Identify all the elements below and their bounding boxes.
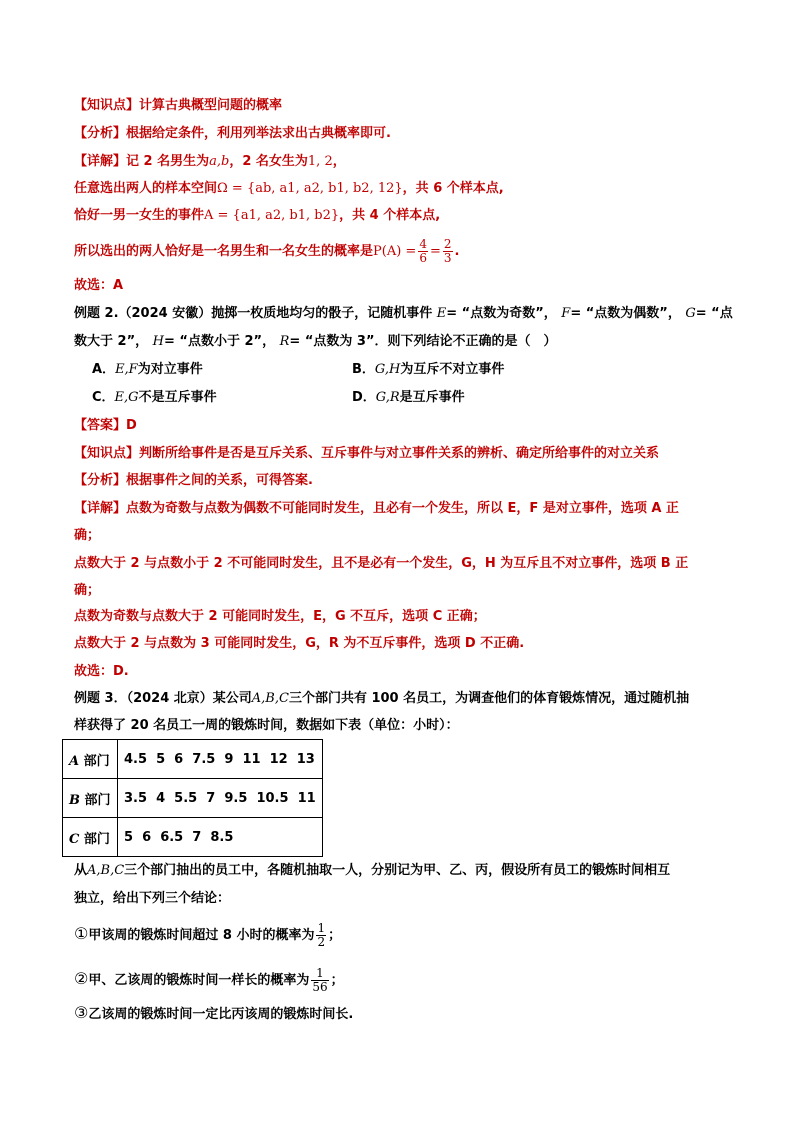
circled-two-marker: ② (74, 969, 89, 988)
conclusion-text: 乙该周的锻炼时间一定比丙该周的锻炼时间长. (88, 1007, 354, 1022)
table-row (63, 818, 323, 857)
circled-one-marker: ① (74, 924, 89, 943)
table-row (63, 740, 323, 779)
department-suffix: 部门 (79, 753, 110, 769)
conclusion-3 (74, 1004, 353, 1024)
fraction: $\frac{1}{56}$ (312, 966, 328, 994)
detail-2-line-d: 确； (74, 583, 101, 598)
conclusion-text: 甲、乙该周的锻炼时间一样长的概率为 (88, 973, 310, 988)
analysis-2: 【分析】根据事件之间的关系，可得答案. (74, 473, 313, 488)
detail-1-line-a (74, 153, 346, 171)
choose-1: 故选：A (74, 278, 124, 293)
conclusion-text: 甲该周的锻炼时间超过 8 小时的概率为 (88, 928, 315, 943)
option-c: C．E,G不是互斥事件 (92, 390, 217, 405)
detail-2-line-a: 【详解】点数为奇数与点数为偶数不可能同时发生，且必有一个发生，所以 E，F 是对立事件，选项 A 正 (74, 501, 679, 516)
question-text: 例题 2.（2024 安徽）抛掷一枚质地均匀的骰子，记随机事件 (74, 306, 437, 321)
detail-text: ，2 名女生为 (229, 154, 308, 169)
knowledge-point-2: 【知识点】判断所给事件是否是互斥关系、互斥事件与对立事件关系的辨析、确定所给事件的对立关系 (74, 446, 660, 461)
detail-2-line-f: 点数大于 2 与点数为 3 可能同时发生，G，R 为不互斥事件，选项 D 不正确. (74, 636, 525, 651)
analysis-1: 【分析】根据给定条件，利用列举法求出古典概率即可. (74, 126, 391, 141)
detail-text: . (454, 244, 460, 259)
question-text: = “点数为奇数”， (446, 306, 562, 321)
question-text: 数大于 2”， (74, 334, 153, 349)
detail-text: ， (332, 154, 346, 169)
option-a: A．E,F为对立事件 (92, 362, 203, 377)
detail-1-line-d (74, 238, 459, 265)
example-3-line-b: 样获得了 20 名员工一周的锻炼时间，数据如下表（单位：小时）： (74, 718, 459, 733)
conclusion-2: ②甲、乙该周的锻炼时间一样长的概率为 $\frac{1}{56}$ ； (74, 966, 344, 994)
department-letter: C (69, 831, 80, 847)
example-3-line-a (74, 690, 689, 708)
question-text: 三个部门共有 100 名员工，为调查他们的体育锻炼情况，通过随机抽 (288, 691, 690, 706)
department-letter: A (69, 753, 80, 769)
question-text: 三个部门抽出的员工中，各随机抽取一人，分别记为甲、乙、丙，假设所有员工的锻炼时间相互 (124, 863, 671, 878)
table-row (63, 779, 323, 818)
question-text: = “点数为 3”．则下列结论不正确的是（ ） (289, 334, 557, 349)
detail-text: ，共 4 个样本点, (339, 208, 441, 223)
detail-text: 所以选出的两人恰好是一名男生和一名女生的概率是 (74, 244, 374, 259)
circled-three-marker: ③ (74, 1003, 89, 1022)
math-expression: A = {a1, a2, b1, b2} (204, 208, 340, 223)
question-text: 例题 3．（2024 北京）某公司 (74, 691, 252, 706)
department-letter: B (69, 792, 80, 808)
math-expression: A,B,C (87, 863, 125, 878)
department-suffix: 部门 (80, 792, 111, 808)
detail-2-line-c: 点数大于 2 与点数小于 2 不可能同时发生，且不是必有一个发生，G，H 为互斥且不对立事件，选项 B 正 (74, 556, 689, 571)
math-expression: G (685, 306, 696, 321)
after-table-line-a (74, 862, 670, 880)
choose-2: 故选：D. (74, 664, 129, 679)
equals-sign: = (429, 244, 441, 259)
question-text: = “点 (695, 306, 733, 321)
department-label (63, 779, 118, 818)
detail-2-line-b: 确； (74, 528, 101, 543)
detail-1-line-b (74, 180, 504, 198)
detail-text: 任意选出两人的样本空间 (74, 181, 218, 196)
math-expression: R (279, 334, 290, 349)
detail-2-line-e: 点数为奇数与点数大于 2 可能同时发生，E，G 不互斥，选项 C 正确； (74, 609, 486, 624)
example-2-line-b (74, 333, 556, 351)
math-expression: 1, 2 (307, 154, 333, 169)
detail-text: ，共 6 个样本点, (402, 181, 504, 196)
fraction: $\frac{2}{3}$ (443, 237, 452, 265)
question-text: = “点数小于 2”， (164, 334, 280, 349)
option-b: B．G,H为互斥不对立事件 (352, 362, 505, 377)
math-expression: P(A) = (373, 244, 417, 259)
math-expression: F (561, 306, 571, 321)
math-expression: A,B,C (251, 691, 289, 706)
fraction: $\frac{4}{6}$ (419, 237, 427, 265)
detail-text: 【详解】记 2 名男生为 (74, 154, 210, 169)
exercise-hours: 3.5 4 5.5 7 9.5 10.5 11 (118, 779, 323, 818)
example-2-line-a (74, 305, 733, 323)
fraction: $\frac{1}{2}$ (317, 921, 326, 949)
math-expression: H (152, 334, 164, 349)
after-table-line-b: 独立，给出下列三个结论： (74, 891, 231, 906)
math-expression: Ω = {ab, a1, a2, b1, b2, 12} (217, 181, 403, 196)
answer-2: 【答案】D (74, 418, 137, 433)
math-expression: a,b (209, 154, 230, 169)
department-label (63, 740, 118, 779)
knowledge-point-1: 【知识点】计算古典概型问题的概率 (74, 98, 283, 113)
conclusion-1: ①甲该周的锻炼时间超过 8 小时的概率为 $\frac{1}{2}$ ； (74, 921, 342, 949)
detail-text: 恰好一男一女生的事件 (74, 208, 205, 223)
option-d: D．G,R是互斥事件 (352, 390, 465, 405)
department-label (63, 818, 118, 857)
math-expression: E (436, 306, 447, 321)
detail-1-line-c (74, 207, 440, 225)
exercise-hours: 4.5 5 6 7.5 9 11 12 13 (118, 740, 323, 779)
department-suffix: 部门 (79, 831, 110, 847)
exercise-hours: 5 6 6.5 7 8.5 (118, 818, 323, 857)
question-text: 从 (74, 863, 88, 878)
question-text: = “点数为偶数”， (570, 306, 686, 321)
exercise-time-table (62, 739, 323, 857)
